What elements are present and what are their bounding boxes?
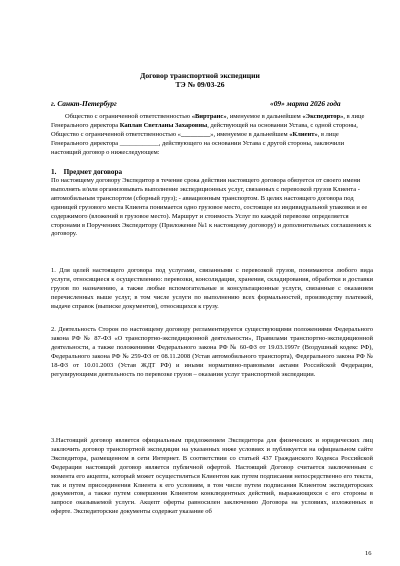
company-name-virtrans: «Виртранс»: [191, 113, 227, 120]
section-heading: 1. Предмет договора: [51, 168, 123, 176]
role-client: «Клиент»: [289, 130, 318, 138]
director-name: Каплан Светланы Захаровны: [119, 121, 208, 129]
clause-2-paragraph: 2. Деятельность Сторон по настоящему договору регламентируется существующими положениями Федерального закона РФ № 87-ФЗ «О транспортно-экспедиционной деятельности», Правилами транспортно-экспедиционной деятельности, а также положениями Федерального закона РФ № 60-ФЗ от 19.03.1997г (Воздушный кодекс РФ), Федерального закона РФ № 259-ФЗ от 08.11.2008 (Устав автомобильного транспорта), Федерального закона РФ № 18-ФЗ от 10.01.2003 (Устав ЖДТ РФ) и иными нормативно-правовыми актами Российской Федерации, регулирующими деятельность по перевозке грузов – оказания услуг транспортной экспедиции.: [51, 326, 373, 378]
section-intro-paragraph: По настоящему договору Экспедитор в течение срока действия настоящего договора обязуется от своего имени выполнять и/или организовывать выполнение экспедиционных услуг, связанных с перевозкой грузов Клиента - автомобильным транспортом (сборный груз); - авиационным транспортом. В целях настоящего договора под единицей грузового места Клиента понимается одно грузовое место, состоящее из индивидуальной упаковки и ее содержимого (вложений в грузовое место). Маршрут и стоимость Услуг по каждой перевозке определяется сторонами в Поручениях Экспедитору (Приложение №1 к настоящему договору) и дополнительных соглашениях к договору.: [51, 177, 372, 238]
preamble-text: Общество с ограниченной ответственностью: [65, 113, 192, 120]
clause-3-paragraph: 3.Настоящий договор является официальным предложением Экспедитора для физических и юридических лиц заключить договор транспортной экспедиции на указанных ниже условиях и публикуется на официальном сайте Экспедитора, размещенном в сети Интернет. В соответствии со статьей 437 Гражданского Кодекса Российской Федерации настоящий договор является публичной офертой. Настоящий Договор считается заключенным с момента его акцепта, который может осуществляться Клиентом как путем подписания непосредственно его текста, так и путем присоединения Клиента к его условиям, в том числе путем подписания Клиентом экспедиторских документов, а также путем совершения Клиентом конклюдентных действий, выражающихся с его стороны в запросе оказываемой услуги. Акцепт оферты равносилен заключению Договора на условиях, изложенных в оферте. Экспедиторские документы содержат указание об: [51, 437, 373, 516]
document-number: ТЭ № 09/03-26: [175, 80, 225, 89]
page-number: 16: [365, 550, 372, 557]
document-date: «09» марта 2026 года: [270, 99, 341, 108]
preamble-text: , в лице Генерального директора: [51, 113, 365, 129]
preamble-text: », именуемое в дальнейшем: [210, 130, 290, 138]
role-forwarder: «Экспедитор»: [302, 113, 344, 120]
document-title: Договор транспортной экспедиции: [140, 71, 260, 80]
preamble-text: , действующей на основании Устава, с одной стороны, Общество с ограниченной ответственностью «: [51, 121, 358, 138]
clause-1-paragraph: 1. Для целей настоящего договора под услугами, связанными с перевозкой грузов, понимаются любого вида услуги, относящиеся к осуществлению: перевозки, консолидации, хранения, складирования, обработки и доставки грузов по назначению, а также любые вспомогательные и консультационные услуги, связанные с оказанием перечисленных выше услуг, в том числе услуги по выполнению всех формальностей, производству платежей, выдаче справок (выписке документов), относящихся к грузу.: [51, 267, 373, 310]
preamble-text: , именуемое в дальнейшем: [226, 113, 303, 120]
preamble-text: , в лице Генерального директора ____________, действующего на основании Устава с другой стороны, заключили настоящий договор о нижеследующем:: [51, 130, 345, 156]
document-city: г. Санкт-Петербург: [51, 99, 117, 108]
preamble-paragraph: [51, 113, 373, 158]
client-company-blank: _________: [180, 130, 211, 138]
